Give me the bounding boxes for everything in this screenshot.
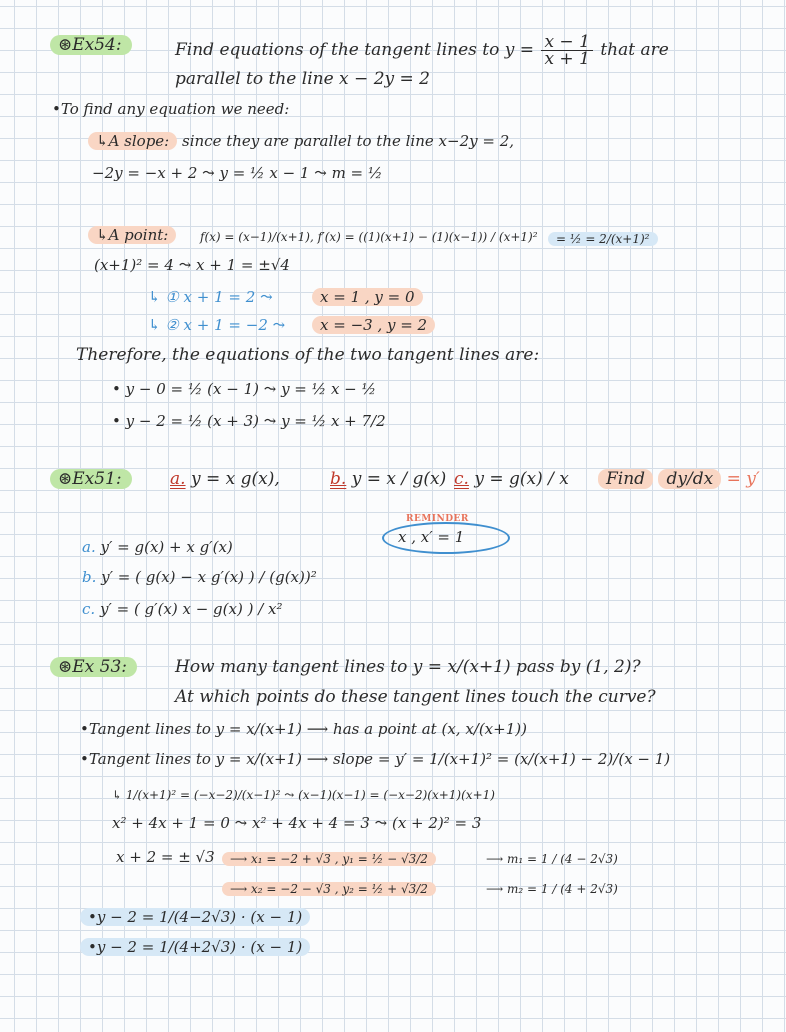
ex51-sol-c: c. y′ = ( g′(x) x − g(x) ) / x² xyxy=(82,600,283,618)
ex51-sol-b: b. y′ = ( g(x) − x g′(x) ) / (g(x))² xyxy=(82,568,317,586)
ex54-case1: ↳ ① x + 1 = 2 ⤳ xyxy=(148,288,273,306)
ex54-point: ↳A point: xyxy=(88,224,176,246)
ex54-eq1: • y − 0 = ½ (x − 1) ⤳ y = ½ x − ½ xyxy=(112,380,377,398)
ex53-bullet1: •Tangent lines to y = x/(x+1) ⟶ has a point at (x, x/(x+1)) xyxy=(80,720,527,738)
ex51-sol-a: a. y′ = g(x) + x g′(x) xyxy=(82,538,233,556)
ex51-part-b: b. y = x / g(x) xyxy=(330,469,447,489)
ex53-root1: ⟶ x₁ = −2 + √3 , y₁ = ½ − √3/2 xyxy=(222,848,436,870)
ex53-label: ⊛Ex 53: xyxy=(50,656,137,678)
ex53-step1: ↳ 1/(x+1)² = (−x−2)/(x−1)² ⤳ (x−1)(x−1) = (−x−2)(x+1)(x+1) xyxy=(112,788,495,802)
ex53-step2: x² + 4x + 1 = 0 ⤳ x² + 4x + 4 = 3 ⤳ (x + 2)² = 3 xyxy=(112,814,482,832)
ex54-case2: ↳ ② x + 1 = −2 ⤳ xyxy=(148,316,286,334)
ex51-part-a: a. y = x g(x), xyxy=(170,469,280,489)
ex53-slope2: ⟶ m₂ = 1 / (4 + 2√3) xyxy=(486,882,618,896)
ex54-slope: ↳A slope: since they are parallel to the line x−2y = 2, xyxy=(88,130,514,152)
ex54-case1-result: x = 1 , y = 0 xyxy=(312,286,423,308)
ex54-label: ⊛Ex54: xyxy=(50,34,132,56)
ex54-eq2: • y − 2 = ½ (x + 3) ⤳ y = ½ x + 7/2 xyxy=(112,412,386,430)
ex54-therefore: Therefore, the equations of the two tangent lines are: xyxy=(76,345,540,365)
reminder-text: x , x′ = 1 xyxy=(398,528,465,546)
ex53-question2: At which points do these tangent lines touch the curve? xyxy=(175,687,656,707)
ex54-slope-work: −2y = −x + 2 ⤳ y = ½ x − 1 ⤳ m = ½ xyxy=(92,164,383,182)
ex53-bullet2: •Tangent lines to y = x/(x+1) ⟶ slope = y′ = 1/(x+1)² = (x/(x+1) − 2)/(x − 1) xyxy=(80,750,671,768)
ex54-problem-line2: parallel to the line x − 2y = 2 xyxy=(175,69,430,89)
reminder-tag: REMINDER xyxy=(406,514,469,524)
ex51-find: Find dy/dx = y′ xyxy=(598,468,760,490)
ex53-result2: •y − 2 = 1/(4+2√3) · (x − 1) xyxy=(80,936,310,958)
ex51-part-c: c. y = g(x) / x xyxy=(454,469,569,489)
ex51-label: ⊛Ex51: xyxy=(50,468,132,490)
ex53-question1: How many tangent lines to y = x/(x+1) pass by (1, 2)? xyxy=(175,657,641,677)
ex54-need: •To find any equation we need: xyxy=(52,100,290,118)
ex53-step3: x + 2 = ± √3 xyxy=(116,848,215,866)
ex54-case2-result: x = −3 , y = 2 xyxy=(312,314,435,336)
ex54-problem-line1: Find equations of the tangent lines to y = $\frac{x - 1}{x + 1}$ that are xyxy=(175,32,669,69)
ex53-slope1: ⟶ m₁ = 1 / (4 − 2√3) xyxy=(486,852,618,866)
ex54-square-step: (x+1)² = 4 ⤳ x + 1 = ±√4 xyxy=(94,256,290,274)
ex53-root2: ⟶ x₂ = −2 − √3 , y₂ = ½ + √3/2 xyxy=(222,878,436,900)
ex53-result1: •y − 2 = 1/(4−2√3) · (x − 1) xyxy=(80,906,310,928)
ex54-point-eq: = ½ = 2/(x+1)² xyxy=(548,228,658,250)
ex54-point-work: f(x) = (x−1)/(x+1), f′(x) = ((1)(x+1) − (1)(x−1)) / (x+1)² xyxy=(200,230,538,244)
